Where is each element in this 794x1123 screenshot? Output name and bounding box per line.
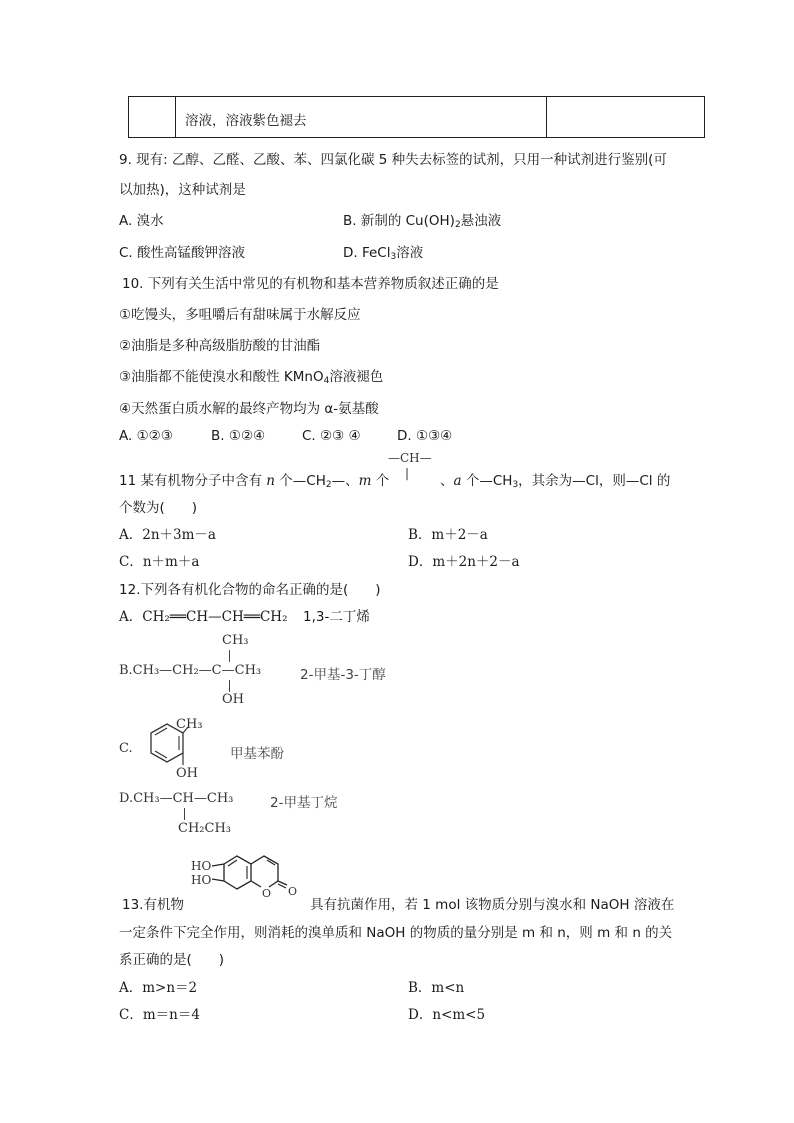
answer-table-row [128, 96, 705, 138]
q13-stem-line3: 系正确的是( ) [119, 952, 225, 968]
q12-stem: 12.下列各有机化合物的命名正确的是( ) [119, 582, 381, 598]
q12-b-main-chain: B.CH₃—CH₂—C—CH₃ [119, 663, 262, 678]
q12-b-hydroxyl: OH [222, 692, 244, 707]
q9-option-b: B. 新制的 $Cu(OH)_2$悬浊液 [343, 213, 502, 230]
q10-statement-4: ④天然蛋白质水解的最终产物均为 α-氨基酸 [119, 401, 379, 417]
q9-option-d: D. FeCl$_3$溶液 [343, 245, 424, 262]
q12-b-top-methyl: CH₃ [222, 633, 249, 648]
q9-option-c: C. 酸性高锰酸钾溶液 [119, 245, 246, 261]
q10-option-b: B. ①②④ [211, 428, 266, 444]
q12-d-bond-down [184, 808, 185, 820]
q11-option-d: D．m＋2n＋2－a [408, 554, 520, 570]
q12-c-methyl: CH₃ [176, 717, 203, 732]
q10-statement-3: ③油脂都不能使溴水和酸性 KMnO$_4$溶液褪色 [119, 369, 384, 386]
q12-option-d-name: 2-甲基丁烷 [270, 795, 338, 811]
q12-c-hydroxyl: OH [176, 766, 198, 781]
q11-stem-line2: 个数为( ) [119, 500, 198, 516]
q9-option-a: A. 溴水 [119, 213, 164, 229]
q12-d-ethyl-branch: CH₂CH₃ [178, 821, 231, 836]
q11-ch-bond: | [405, 466, 410, 480]
q11-stem-line1-tail: 、a 个$—CH_3$，其余为—Cl，则—Cl 的 [440, 473, 671, 490]
q11-stem-line1: 11 某有机物分子中含有 n 个$—CH_2—$、m 个 [119, 473, 390, 490]
q13-hydroxyl-2: HO [191, 873, 212, 887]
q13-stem-line2: 一定条件下完全作用，则消耗的溴单质和 NaOH 的物质的量分别是 m 和 n，则 m 和 n 的关 [119, 925, 673, 941]
q11-ch-group: —CH— [388, 451, 432, 465]
q10-statement-2: ②油脂是多种高级脂肪酸的甘油酯 [119, 338, 321, 354]
q13-hydroxyl-1: HO [191, 859, 212, 873]
q13-option-b: B．m<n [408, 980, 465, 996]
q13-option-a: A．m>n＝2 [119, 980, 198, 996]
q12-d-main-chain: D.CH₃—CH—CH₃ [119, 791, 234, 806]
q13-option-d: D．n<m<5 [408, 1007, 486, 1023]
q12-option-c-name: 甲基苯酚 [230, 746, 284, 762]
q10-statement-1: ①吃馒头，多咀嚼后有甜味属于水解反应 [119, 307, 361, 323]
q11-option-b: B．m＋2－a [408, 527, 488, 543]
q13-option-c: C．m＝n＝4 [119, 1007, 200, 1023]
q10-stem: 10. 下列有关生活中常见的有机物和基本营养物质叙述正确的是 [122, 276, 499, 292]
q12-option-b-name: 2-甲基-3-丁醇 [300, 667, 386, 683]
q12-c-label: C. [119, 741, 133, 756]
q11-option-a: A．2n＋3m－a [119, 527, 216, 543]
q12-option-a-formula: A．CH₂══CH—CH══CH₂ [119, 609, 288, 625]
q12-b-bond-up [229, 650, 230, 662]
table-divider [546, 97, 547, 137]
q10-option-d: D. ①③④ [397, 428, 453, 444]
q13-label: 13.有机物 [122, 897, 184, 913]
table-divider [175, 97, 176, 137]
q13-stem-line1: 具有抗菌作用，若 1 mol 该物质分别与溴水和 NaOH 溶液在 [310, 897, 675, 913]
q9-stem-line1: 9. 现有: 乙醇、乙醛、乙酸、苯、四氯化碳 5 种失去标签的试剂，只用一种试剂进行鉴别(可 [119, 152, 667, 168]
table-cell-text: 溶液，溶液紫色褪去 [185, 113, 307, 129]
q10-option-c: C. ②③ ④ [302, 428, 361, 444]
q13-carbonyl-oxygen: O [288, 885, 298, 898]
q13-ring-oxygen: O [262, 887, 272, 900]
q11-option-c: C．n＋m＋a [119, 554, 200, 570]
q12-option-a-name: 1,3-二丁烯 [303, 609, 370, 625]
q10-option-a: A. ①②③ [119, 428, 173, 444]
q9-stem-line2: 以加热)，这种试剂是 [119, 182, 246, 198]
q12-b-bond-down [229, 680, 230, 692]
